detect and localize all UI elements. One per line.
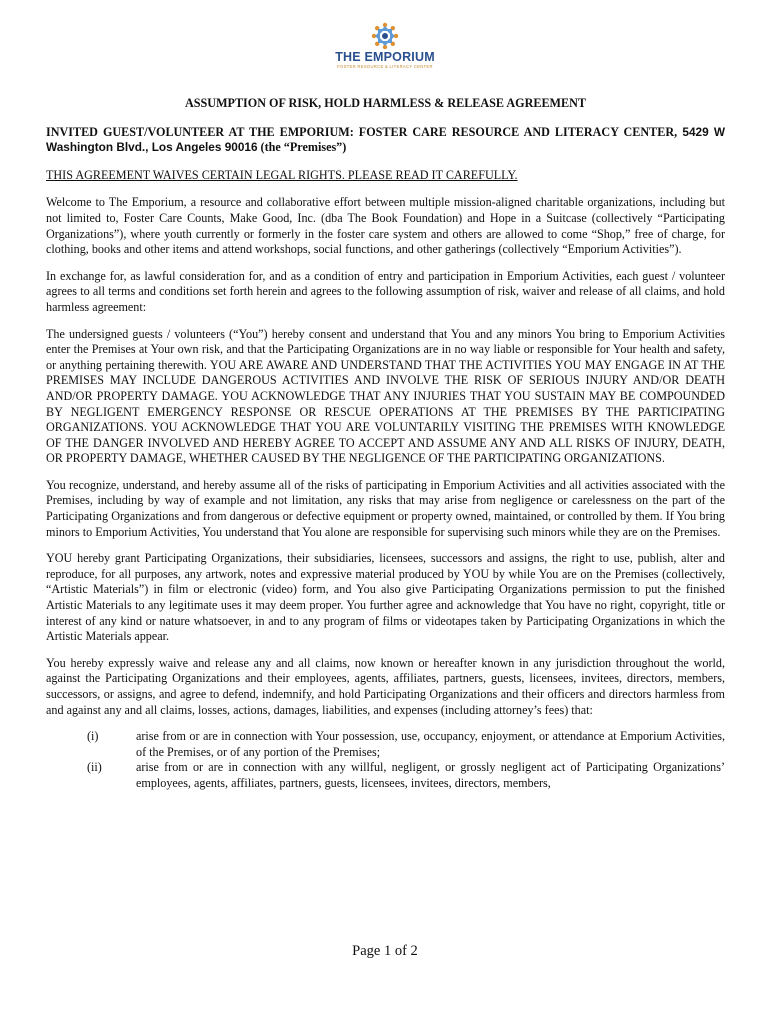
document-title: ASSUMPTION OF RISK, HOLD HARMLESS & RELEASE AGREEMENT [185, 96, 586, 110]
paragraph-assume-risks: You recognize, understand, and hereby assume all of the risks of participating in Emporium Activities and all activities associated with the Premises, including by way of example and not limitation, any risks that may arise from negligence or carelessness on the part of the Participating Organizations and from dangerous or defective equipment or property owned, maintained, or controlled by them. If You bring minors to Emporium Activities, You understand that You alone are responsible for supervising such minors while they are on the Premises. [46, 477, 725, 539]
premises-label: (the “Premises”) [257, 140, 347, 155]
logo-name: THE EMPORIUM [335, 50, 435, 64]
emporium-emblem-icon [365, 22, 405, 50]
invited-heading [46, 125, 725, 156]
page-number: Page 1 of 2 [352, 943, 418, 959]
list-item-text: arise from or are in connection with Your possession, use, occupancy, enjoyment, or attendance at Emporium Activities, of the Premises, or of any portion of the Premises; [136, 729, 725, 759]
paragraph-waiver: You hereby expressly waive and release any and all claims, now known or hereafter known in any jurisdiction throughout the world, against the Participating Organizations and their employees, agents, affiliates, partners, guests, licensees, invitees, directors, members, successors, or assigns, and agree to defend, indemnify, and hold Participating Organizations and their officers and directors harmless from and against any and all claims, losses, actions, damages, liabilities, and expenses (including attorney’s fees) that: [46, 655, 725, 717]
warning-notice: THIS AGREEMENT WAIVES CERTAIN LEGAL RIGHTS. PLEASE READ IT CAREFULLY. [46, 167, 518, 182]
logo-tagline: FOSTER RESOURCE & LITERACY CENTER [337, 64, 433, 69]
premises-address: 5429 W Washington Blvd., Los Angeles 90016 [46, 124, 726, 155]
paragraph-consideration: In exchange for, as lawful consideration for, and as a condition of entry and participation in Emporium Activities, each guest / volunteer agrees to all terms and conditions set forth herein and agrees to the following assumption of risk, waiver and release of all claims, and hold harmless agreement: [46, 268, 725, 314]
paragraph-artistic-materials: YOU hereby grant Participating Organizations, their subsidiaries, licensees, successors and assigns, the right to use, publish, alter and reproduce, for all purposes, any artwork, notes and expressive material produced by YOU by while You are on the Premises (collectively, “Artistic Materials”) in film or electronic (video) form, and You also give Participating Organizations permission to put the finished Artistic Materials to any legitimate uses it may deem proper. You further agree and acknowledge that You have no right, copyright, title or interest of any kind or nature whatsoever, in and to any program of films or videotapes taken by Participating Organizations in which the Artistic Materials appear. [46, 551, 725, 644]
document-body [46, 96, 725, 792]
list-item-number: (ii) [87, 760, 102, 775]
list-item [46, 729, 725, 760]
paragraph-welcome: Welcome to The Emporium, a resource and collaborative effort between multiple mission-aligned charitable organizations, including but not limited to, Foster Care Counts, Make Good, Inc. (dba The Book Foundation) and Hope in a Suitcase (collectively “Participating Organizations”), where youth currently or formerly in the foster care system and others are allowed to come “Shop,” free of charge, for clothing, books and other items and attend workshops, social functions, and other gatherings (collectively “Emporium Activities”). [46, 195, 725, 257]
emporium-logo [320, 22, 450, 70]
claims-list [46, 729, 725, 791]
list-item-number: (i) [87, 729, 99, 744]
paragraph-consent: The undersigned guests / volunteers (“You”) hereby consent and understand that You and any minors You bring to Emporium Activities enter the Premises at Your own risk, and that the Participating Organizations are in no way liable or responsible for Your health and safety, or anything pertaining therewith. YOU ARE AWARE AND UNDERSTAND THAT THE ACTIVITIES YOU MAY ENGAGE IN AT THE PREMISES MAY INCLUDE DANGEROUS ACTIVITIES AND INVOLVE THE RISK OF SERIOUS INJURY AND/OR DEATH AND/OR PROPERTY DAMAGE. YOU ACKNOWLEDGE THAT ANY INJURIES THAT YOU SUSTAIN MAY BE COMPOUNDED BY NEGLIGENT EMERGENCY RESPONSE OR RESCUE OPERATIONS AT THE PREMISES BY THE PARTICIPATING ORGANIZATIONS. YOU ACKNOWLEDGE THAT YOU ARE VOLUNTARILY VISITING THE PREMISES WITH KNOWLEDGE OF THE DANGER INVOLVED AND HEREBY AGREE TO ACCEPT AND ASSUME ANY AND ALL RISKS OF INJURY, DEATH, OR PROPERTY DAMAGE, WHETHER CAUSED BY THE NEGLIGENCE OF THE PARTICIPATING ORGANIZATIONS. [46, 326, 725, 466]
invited-lead: INVITED GUEST/VOLUNTEER AT THE EMPORIUM: FOSTER CARE RESOURCE AND LITERACY CENTER, [46, 124, 678, 139]
list-item-text: arise from or are in connection with any willful, negligent, or grossly negligent act of Participating Organizations’ employees, agents, affiliates, partners, guests, licensees, invitees, directors, members, [136, 760, 725, 790]
list-item [46, 760, 725, 791]
